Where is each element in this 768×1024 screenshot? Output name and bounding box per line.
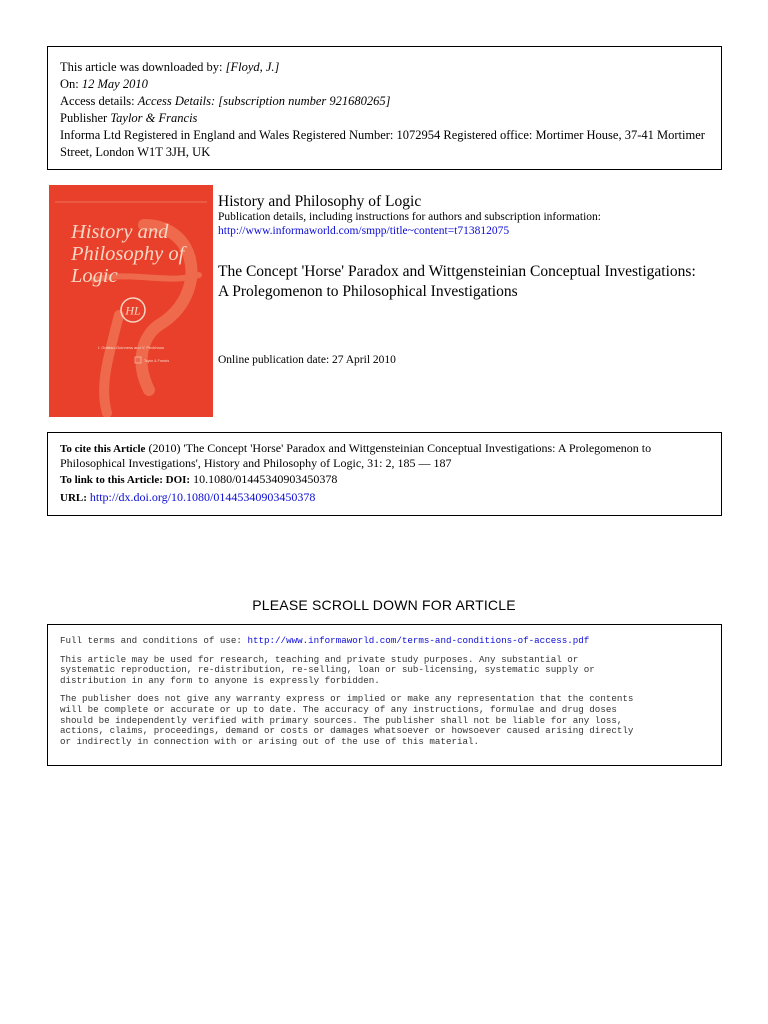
access-value: Access Details: [subscription number 921680265] bbox=[137, 94, 391, 108]
doi-label: To link to this Article: DOI: bbox=[60, 474, 191, 486]
cover-editors: I. Grattan-Guinness and V. Peckhaus bbox=[98, 345, 164, 350]
publisher-value: Taylor & Francis bbox=[110, 111, 198, 125]
scroll-notice: PLEASE SCROLL DOWN FOR ARTICLE bbox=[252, 597, 516, 613]
cover-publisher-logo: Taylor & Francis bbox=[144, 359, 170, 363]
on-label: On: bbox=[60, 77, 79, 91]
terms-link[interactable]: http://www.informaworld.com/terms-and-conditions-of-access.pdf bbox=[247, 635, 590, 646]
downloaded-by-label: This article was downloaded by: bbox=[60, 60, 223, 74]
citation-box bbox=[47, 432, 722, 516]
downloaded-by-line bbox=[60, 59, 709, 76]
cite-label: To cite this Article bbox=[60, 443, 146, 455]
download-info-box bbox=[47, 46, 722, 170]
doi-value: 10.1080/01445340903450378 bbox=[193, 472, 338, 486]
full-terms-label: Full terms and conditions of use: bbox=[60, 635, 242, 646]
journal-title: History and Philosophy of Logic bbox=[218, 193, 422, 210]
cite-row bbox=[60, 442, 709, 470]
publisher-line bbox=[60, 110, 709, 127]
publication-details: Publication details, including instructions for authors and subscription information: bbox=[218, 211, 601, 223]
online-publication-date: Online publication date: 27 April 2010 bbox=[218, 354, 396, 366]
cover-monogram: HL bbox=[125, 303, 141, 318]
terms-paragraph-usage: This article may be used for research, teaching and private study purposes. Any substantial or systematic reproduction, re-distribution, re-selling, loan or sub-licensing, systematic supply or distribution in any form to anyone is expressly forbidden. bbox=[60, 653, 595, 686]
url-row bbox=[60, 491, 709, 506]
download-date-line bbox=[60, 76, 709, 93]
terms-paragraph-disclaimer: The publisher does not give any warranty express or implied or make any representation that the contents will be complete or accurate or up to date. The accuracy of any instructions, formulae and drug doses should be independently verified with primary sources. The publisher shall not be liable for any loss, actions, claims, proceedings, demand or costs or damages whatsoever or howsoever caused arising directly or indirectly in connection with or arising out of the use of this material. bbox=[60, 693, 634, 747]
on-value: 12 May 2010 bbox=[81, 77, 148, 91]
cite-text: (2010) 'The Concept 'Horse' Paradox and Wittgensteinian Conceptual Investigations: A Prolegomenon to Philosophical Investigations', History and Philosophy of Logic, 31: 2, 185 — 187 bbox=[60, 441, 652, 470]
terms-box bbox=[47, 624, 722, 766]
cover-title: History and Philosophy of Logic bbox=[71, 221, 185, 287]
downloaded-by-value: [Floyd, J.] bbox=[225, 60, 280, 74]
url-label: URL: bbox=[60, 491, 87, 504]
access-label: Access details: bbox=[60, 94, 135, 108]
access-details-line bbox=[60, 93, 709, 110]
article-title: The Concept 'Horse' Paradox and Wittgensteinian Conceptual Investigations: A Prolegomenon to Philosophical Investigations bbox=[218, 263, 696, 300]
doi-url-link[interactable]: http://dx.doi.org/10.1080/01445340903450378 bbox=[89, 489, 316, 504]
terms-line bbox=[60, 636, 709, 647]
registration-text: Informa Ltd Registered in England and Wales Registered Number: 1072954 Registered office: Mortimer House, 37-41 Mortimer Street, London W1T 3JH, UK bbox=[60, 128, 705, 159]
journal-link[interactable]: http://www.informaworld.com/smpp/title~content=t713812075 bbox=[218, 225, 510, 237]
publisher-label: Publisher bbox=[60, 111, 108, 125]
doi-row bbox=[60, 473, 709, 488]
cover-artwork bbox=[49, 185, 213, 417]
journal-cover bbox=[49, 185, 213, 417]
